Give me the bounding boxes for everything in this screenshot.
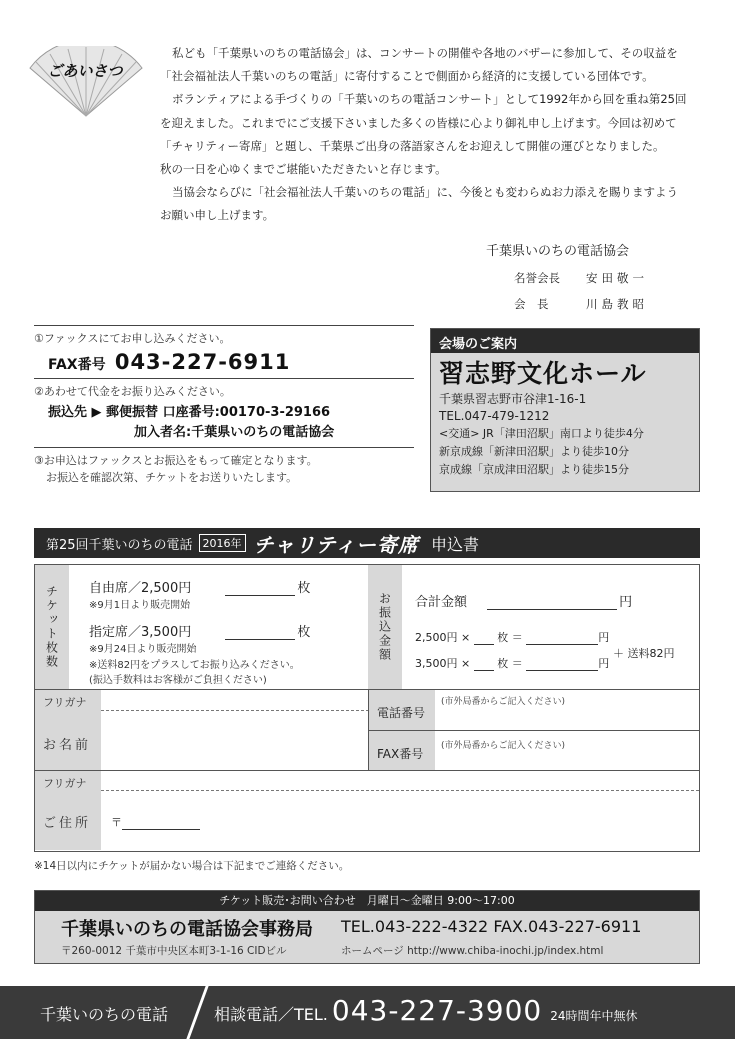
calc-row-2500: 2,500円 × 枚 ＝ 円	[415, 631, 610, 644]
ticket-section	[34, 564, 700, 690]
calc-qty-3500[interactable]	[474, 661, 494, 671]
folding-fan-icon	[26, 46, 146, 118]
greeting-line: 秋の一日を心ゆくまでご堪能いただきたいと存じます。	[160, 162, 447, 177]
hotline-org: 千葉いのちの電話	[40, 1005, 169, 1024]
office-tel-fax: TEL.043-222-4322 FAX.043-227-6911	[341, 917, 642, 936]
greeting-title: ごあいさつ	[47, 62, 123, 80]
tel-hint: (市外局番からご記入ください)	[441, 697, 566, 707]
venue-heading: 会場のご案内	[431, 329, 699, 353]
calc-row-3500: 3,500円 × 枚 ＝ 円	[415, 657, 610, 670]
contact-section	[34, 690, 700, 852]
delivery-footnote: ※14日以内にチケットが届かない場合は下記までご連絡ください。	[34, 860, 350, 872]
step-3	[34, 452, 414, 486]
step-3-line2: お振込を確認次第、チケットをお送りいたします。	[46, 471, 298, 484]
venue-access-shinkeisei: 新京成線「新津田沼駅」より徒歩10分	[439, 445, 629, 458]
hotline-label: 相談電話／TEL.	[214, 1005, 328, 1024]
calc-sum-3500[interactable]	[526, 661, 598, 671]
signature-block	[486, 240, 648, 317]
address-label: ご住所	[35, 790, 101, 850]
postal-code-field[interactable]: 〒	[111, 814, 200, 830]
tel-label: 電話番号	[369, 690, 435, 730]
ticket-count-label: チケット枚数	[35, 565, 69, 689]
fax-number-line	[48, 350, 414, 374]
form-title-suffix: 申込書	[430, 534, 479, 554]
greeting-line: を迎えました。これまでにご支援下さいました多くの皆様に心より御礼申し上げます。今回は初めて	[160, 115, 677, 130]
account-holder: 加入者名:千葉県いのちの電話協会	[134, 425, 335, 440]
fee-note: (振込手数料はお客様がご負担ください)	[89, 675, 267, 686]
form-title-prefix: 第25回千葉いのちの電話	[46, 537, 193, 553]
reserved-seat-row: 指定席／3,500円 枚 ※9月24日より販売開始 ※送料82円をプラスしてお振り込みください。 (振込手数料はお客様がご負担ください)	[89, 625, 311, 686]
fax-label: FAX番号	[48, 357, 106, 373]
free-seat-qty-field[interactable]	[225, 582, 295, 596]
honorary-role: 名誉会長	[514, 271, 560, 285]
furigana-label-name: フリガナ	[35, 690, 101, 710]
postage-note: ※送料82円をプラスしてお振り込みください。	[89, 660, 300, 671]
association-name: 千葉県いのちの電話協会	[486, 244, 630, 259]
fax-hint: (市外局番からご記入ください)	[441, 741, 566, 751]
step-2-text: ②あわせて代金をお振り込みください。	[34, 385, 231, 398]
step-1-text: ①ファックスにてお申し込みください。	[34, 332, 231, 345]
step-3-line1: ③お申込はファックスとお振込をもって確定となります。	[34, 454, 318, 467]
name-dash-line	[101, 710, 369, 711]
venue-access-keisei: 京成線「京成津田沼駅」より徒歩15分	[439, 463, 629, 476]
calc-sum-2500[interactable]	[526, 635, 598, 645]
venue-body	[431, 353, 699, 491]
reserved-seat-note: ※9月24日より販売開始	[89, 644, 197, 655]
bank-info	[48, 403, 414, 443]
calc-qty-2500[interactable]	[474, 635, 494, 645]
total-amount-row: 合計金額 円	[415, 595, 633, 610]
application-instructions	[34, 325, 414, 486]
form-year: 2016年	[199, 534, 246, 552]
hotline-info	[214, 994, 638, 1027]
total-label: 合計金額	[415, 595, 468, 610]
greeting-line: ボランティアによる手づくりの「千葉いのちの電話コンサート」として1992年から回を重ね第25回	[172, 92, 687, 107]
hotline-band	[0, 986, 735, 1039]
greeting-line: 私ども「千葉県いのちの電話協会」は、コンサートの開催や各地のバザーに参加して、その収益を	[172, 46, 678, 60]
band-slash	[186, 986, 208, 1039]
office-body	[35, 911, 699, 963]
bank-account-line: 振込先 ▶ 郵便振替 口座番号:00170-3-29166	[48, 405, 331, 420]
step-1	[34, 325, 414, 379]
office-name: 千葉県いのちの電話協会事務局	[61, 919, 313, 940]
name-label: お名前	[35, 710, 101, 770]
form-title-bar	[34, 528, 700, 558]
reserved-seat-qty-field[interactable]	[225, 626, 295, 640]
office-homepage[interactable]: ホームページ http://www.chiba-inochi.jp/index.html	[341, 945, 604, 957]
greeting-line: 「チャリティー寄席」と題し、千葉県ご出身の落語家さんをお迎えして開催の運びとなりました。	[160, 138, 665, 153]
chair-name: 川島教昭	[586, 297, 648, 311]
step-2	[34, 383, 414, 448]
fax-field-label: FAX番号	[369, 730, 435, 770]
form-title-main: チャリティー寄席	[253, 532, 419, 557]
chair-role: 会 長	[514, 297, 549, 311]
office-address: 〒260-0012 千葉市中央区本町3-1-16 CIDビル	[61, 945, 287, 957]
office-hours: チケット販売･お問い合わせ 月曜日～金曜日 9:00～17:00	[35, 891, 699, 911]
honorary-chair-row	[514, 265, 648, 291]
transfer-amount-label: お振込金額	[368, 565, 402, 689]
shipping-fee: ＋ 送料82円	[613, 647, 675, 660]
postal-line	[122, 820, 200, 830]
honorary-name: 安田敬一	[586, 271, 648, 285]
venue-name: 習志野文化ホール	[439, 359, 647, 388]
greeting-text	[160, 42, 720, 228]
reserved-seat-label: 指定席／3,500円	[89, 625, 192, 640]
total-amount-field[interactable]	[487, 596, 617, 610]
chair-row	[514, 291, 648, 317]
greeting-line: 「社会福祉法人千葉いのちの電話」に寄付することで側面から経済的に支援している団体です。	[160, 69, 654, 84]
venue-address: 千葉県習志野市谷津1-16-1	[439, 392, 587, 406]
office-box	[34, 890, 700, 964]
venue-access-jr: <交通> JR「津田沼駅」南口より徒歩4分	[439, 427, 644, 440]
free-seat-label: 自由席／2,500円	[89, 581, 192, 596]
furigana-label-address: フリガナ	[35, 770, 101, 790]
greeting-line: お願い申し上げます。	[160, 208, 275, 223]
contact-divider	[35, 770, 699, 771]
hotline-hours: 24時間年中無休	[550, 1009, 638, 1023]
venue-tel: TEL.047-479-1212	[439, 409, 550, 423]
fax-number: 043-227-6911	[114, 350, 291, 374]
free-seat-note: ※9月1日より販売開始	[89, 600, 191, 611]
venue-box	[430, 328, 700, 492]
address-dash-line	[101, 790, 699, 791]
hotline-number: 043-227-3900	[331, 994, 543, 1027]
greeting-line: 当協会ならびに「社会福祉法人千葉いのちの電話」に、今後とも変わらぬお力添えを賜りますよう	[172, 185, 678, 200]
free-seat-row: 自由席／2,500円 枚 ※9月1日より販売開始	[89, 581, 311, 611]
